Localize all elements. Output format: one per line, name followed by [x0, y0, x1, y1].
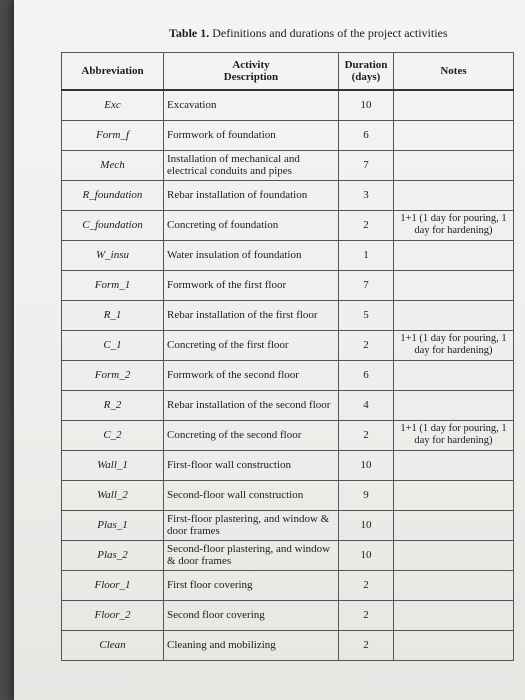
header-activity-line1: Activity	[232, 58, 270, 71]
cell-description: Rebar installation of foundation	[164, 180, 339, 210]
table-row	[62, 540, 514, 570]
header-duration	[339, 53, 394, 91]
cell-duration: 10	[339, 510, 394, 540]
table-row	[62, 210, 514, 240]
cell-description: Water insulation of foundation	[164, 240, 339, 270]
table-row	[62, 330, 514, 360]
cell-abbreviation: Plas_2	[62, 540, 164, 570]
cell-notes	[394, 360, 514, 390]
cell-duration: 10	[339, 450, 394, 480]
paper-sheet	[14, 0, 525, 700]
cell-duration: 2	[339, 600, 394, 630]
cell-duration: 2	[339, 330, 394, 360]
cell-duration: 10	[339, 90, 394, 120]
cell-notes	[394, 240, 514, 270]
table-body	[62, 90, 514, 660]
header-duration-line1: Duration	[344, 58, 388, 71]
cell-notes	[394, 180, 514, 210]
cell-abbreviation: Form_2	[62, 360, 164, 390]
cell-duration: 2	[339, 420, 394, 450]
activities-table	[61, 52, 514, 661]
table-row	[62, 630, 514, 660]
cell-abbreviation: Form_f	[62, 120, 164, 150]
cell-abbreviation: C_2	[62, 420, 164, 450]
table-row	[62, 450, 514, 480]
cell-notes	[394, 600, 514, 630]
cell-description: Formwork of foundation	[164, 120, 339, 150]
cell-duration: 4	[339, 390, 394, 420]
cell-notes	[394, 570, 514, 600]
cell-description: Cleaning and mobilizing	[164, 630, 339, 660]
cell-description: Second-floor wall construction	[164, 480, 339, 510]
cell-abbreviation: Floor_1	[62, 570, 164, 600]
header-row	[62, 53, 514, 91]
cell-description: Second floor covering	[164, 600, 339, 630]
cell-duration: 2	[339, 210, 394, 240]
table-row	[62, 510, 514, 540]
header-activity	[164, 53, 339, 91]
cell-notes	[394, 480, 514, 510]
table-row	[62, 300, 514, 330]
cell-description: Rebar installation of the first floor	[164, 300, 339, 330]
cell-notes	[394, 270, 514, 300]
cell-description: Concreting of foundation	[164, 210, 339, 240]
table-row	[62, 600, 514, 630]
header-abbreviation: Abbreviation	[62, 53, 164, 91]
cell-description: Second-floor plastering, and window & door frames	[164, 540, 339, 570]
cell-notes	[394, 120, 514, 150]
cell-duration: 3	[339, 180, 394, 210]
table-row	[62, 180, 514, 210]
header-notes: Notes	[394, 53, 514, 91]
table-row	[62, 90, 514, 120]
table-row	[62, 360, 514, 390]
cell-abbreviation: Floor_2	[62, 600, 164, 630]
cell-notes: 1+1 (1 day for pouring, 1 day for hardening)	[394, 210, 514, 240]
cell-abbreviation: C_foundation	[62, 210, 164, 240]
cell-duration: 2	[339, 570, 394, 600]
cell-notes	[394, 300, 514, 330]
table-header	[62, 53, 514, 91]
cell-abbreviation: Plas_1	[62, 510, 164, 540]
caption-label: Table 1.	[169, 26, 210, 40]
cell-abbreviation: Clean	[62, 630, 164, 660]
cell-abbreviation: Wall_2	[62, 480, 164, 510]
cell-notes	[394, 90, 514, 120]
cell-description: First-floor wall construction	[164, 450, 339, 480]
cell-notes	[394, 630, 514, 660]
cell-duration: 2	[339, 630, 394, 660]
cell-duration: 5	[339, 300, 394, 330]
cell-abbreviation: R_foundation	[62, 180, 164, 210]
cell-notes: 1+1 (1 day for pouring, 1 day for hardening)	[394, 420, 514, 450]
cell-duration: 10	[339, 540, 394, 570]
cell-description: Concreting of the second floor	[164, 420, 339, 450]
cell-duration: 1	[339, 240, 394, 270]
cell-notes	[394, 450, 514, 480]
cell-description: Rebar installation of the second floor	[164, 390, 339, 420]
cell-duration: 6	[339, 360, 394, 390]
cell-abbreviation: R_2	[62, 390, 164, 420]
cell-abbreviation: C_1	[62, 330, 164, 360]
cell-abbreviation: Form_1	[62, 270, 164, 300]
cell-notes	[394, 540, 514, 570]
cell-abbreviation: R_1	[62, 300, 164, 330]
table-caption	[169, 26, 448, 41]
caption-text: Definitions and durations of the project activities	[212, 26, 448, 40]
cell-abbreviation: Exc	[62, 90, 164, 120]
cell-duration: 7	[339, 150, 394, 180]
cell-duration: 6	[339, 120, 394, 150]
cell-description: Excavation	[164, 90, 339, 120]
cell-description: Installation of mechanical and electrical conduits and pipes	[164, 150, 339, 180]
table-row	[62, 120, 514, 150]
table-row	[62, 240, 514, 270]
cell-notes	[394, 150, 514, 180]
table-row	[62, 150, 514, 180]
cell-description: First-floor plastering, and window & door frames	[164, 510, 339, 540]
cell-description: First floor covering	[164, 570, 339, 600]
cell-duration: 7	[339, 270, 394, 300]
header-activity-line2: Description	[223, 71, 279, 83]
cell-duration: 9	[339, 480, 394, 510]
cell-description: Formwork of the first floor	[164, 270, 339, 300]
cell-abbreviation: W_insu	[62, 240, 164, 270]
table-row	[62, 390, 514, 420]
cell-notes	[394, 510, 514, 540]
table-row	[62, 480, 514, 510]
header-duration-line2: (days)	[351, 71, 381, 83]
cell-notes	[394, 390, 514, 420]
table-row	[62, 570, 514, 600]
cell-abbreviation: Wall_1	[62, 450, 164, 480]
table-row	[62, 420, 514, 450]
table-row	[62, 270, 514, 300]
cell-notes: 1+1 (1 day for pouring, 1 day for hardening)	[394, 330, 514, 360]
cell-description: Formwork of the second floor	[164, 360, 339, 390]
cell-abbreviation: Mech	[62, 150, 164, 180]
cell-description: Concreting of the first floor	[164, 330, 339, 360]
